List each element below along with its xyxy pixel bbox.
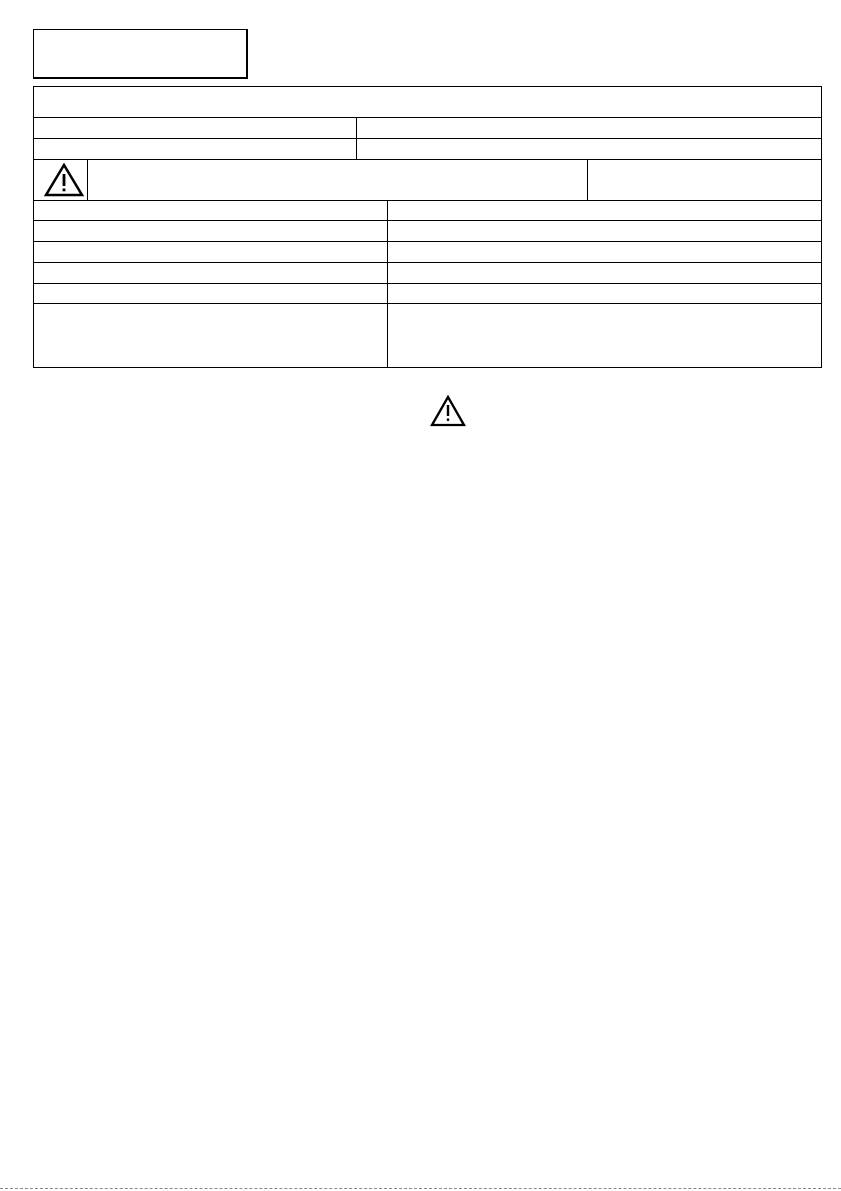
table-column-divider xyxy=(87,159,88,200)
table-divider xyxy=(33,159,822,160)
table-divider xyxy=(33,262,822,263)
page-bottom-edge xyxy=(0,1188,841,1189)
warning-triangle-icon xyxy=(430,395,466,427)
table-column-divider xyxy=(387,200,388,368)
table-column-divider xyxy=(356,117,357,159)
table-divider xyxy=(33,200,822,201)
table-divider xyxy=(33,303,822,304)
table-divider xyxy=(33,283,822,284)
table-divider xyxy=(33,117,822,118)
warning-triangle-icon xyxy=(44,163,84,197)
table-column-divider xyxy=(587,159,588,200)
reference-box xyxy=(33,29,248,79)
spec-table xyxy=(33,86,822,368)
table-divider xyxy=(33,138,822,139)
table-divider xyxy=(33,241,822,242)
table-divider xyxy=(33,220,822,221)
